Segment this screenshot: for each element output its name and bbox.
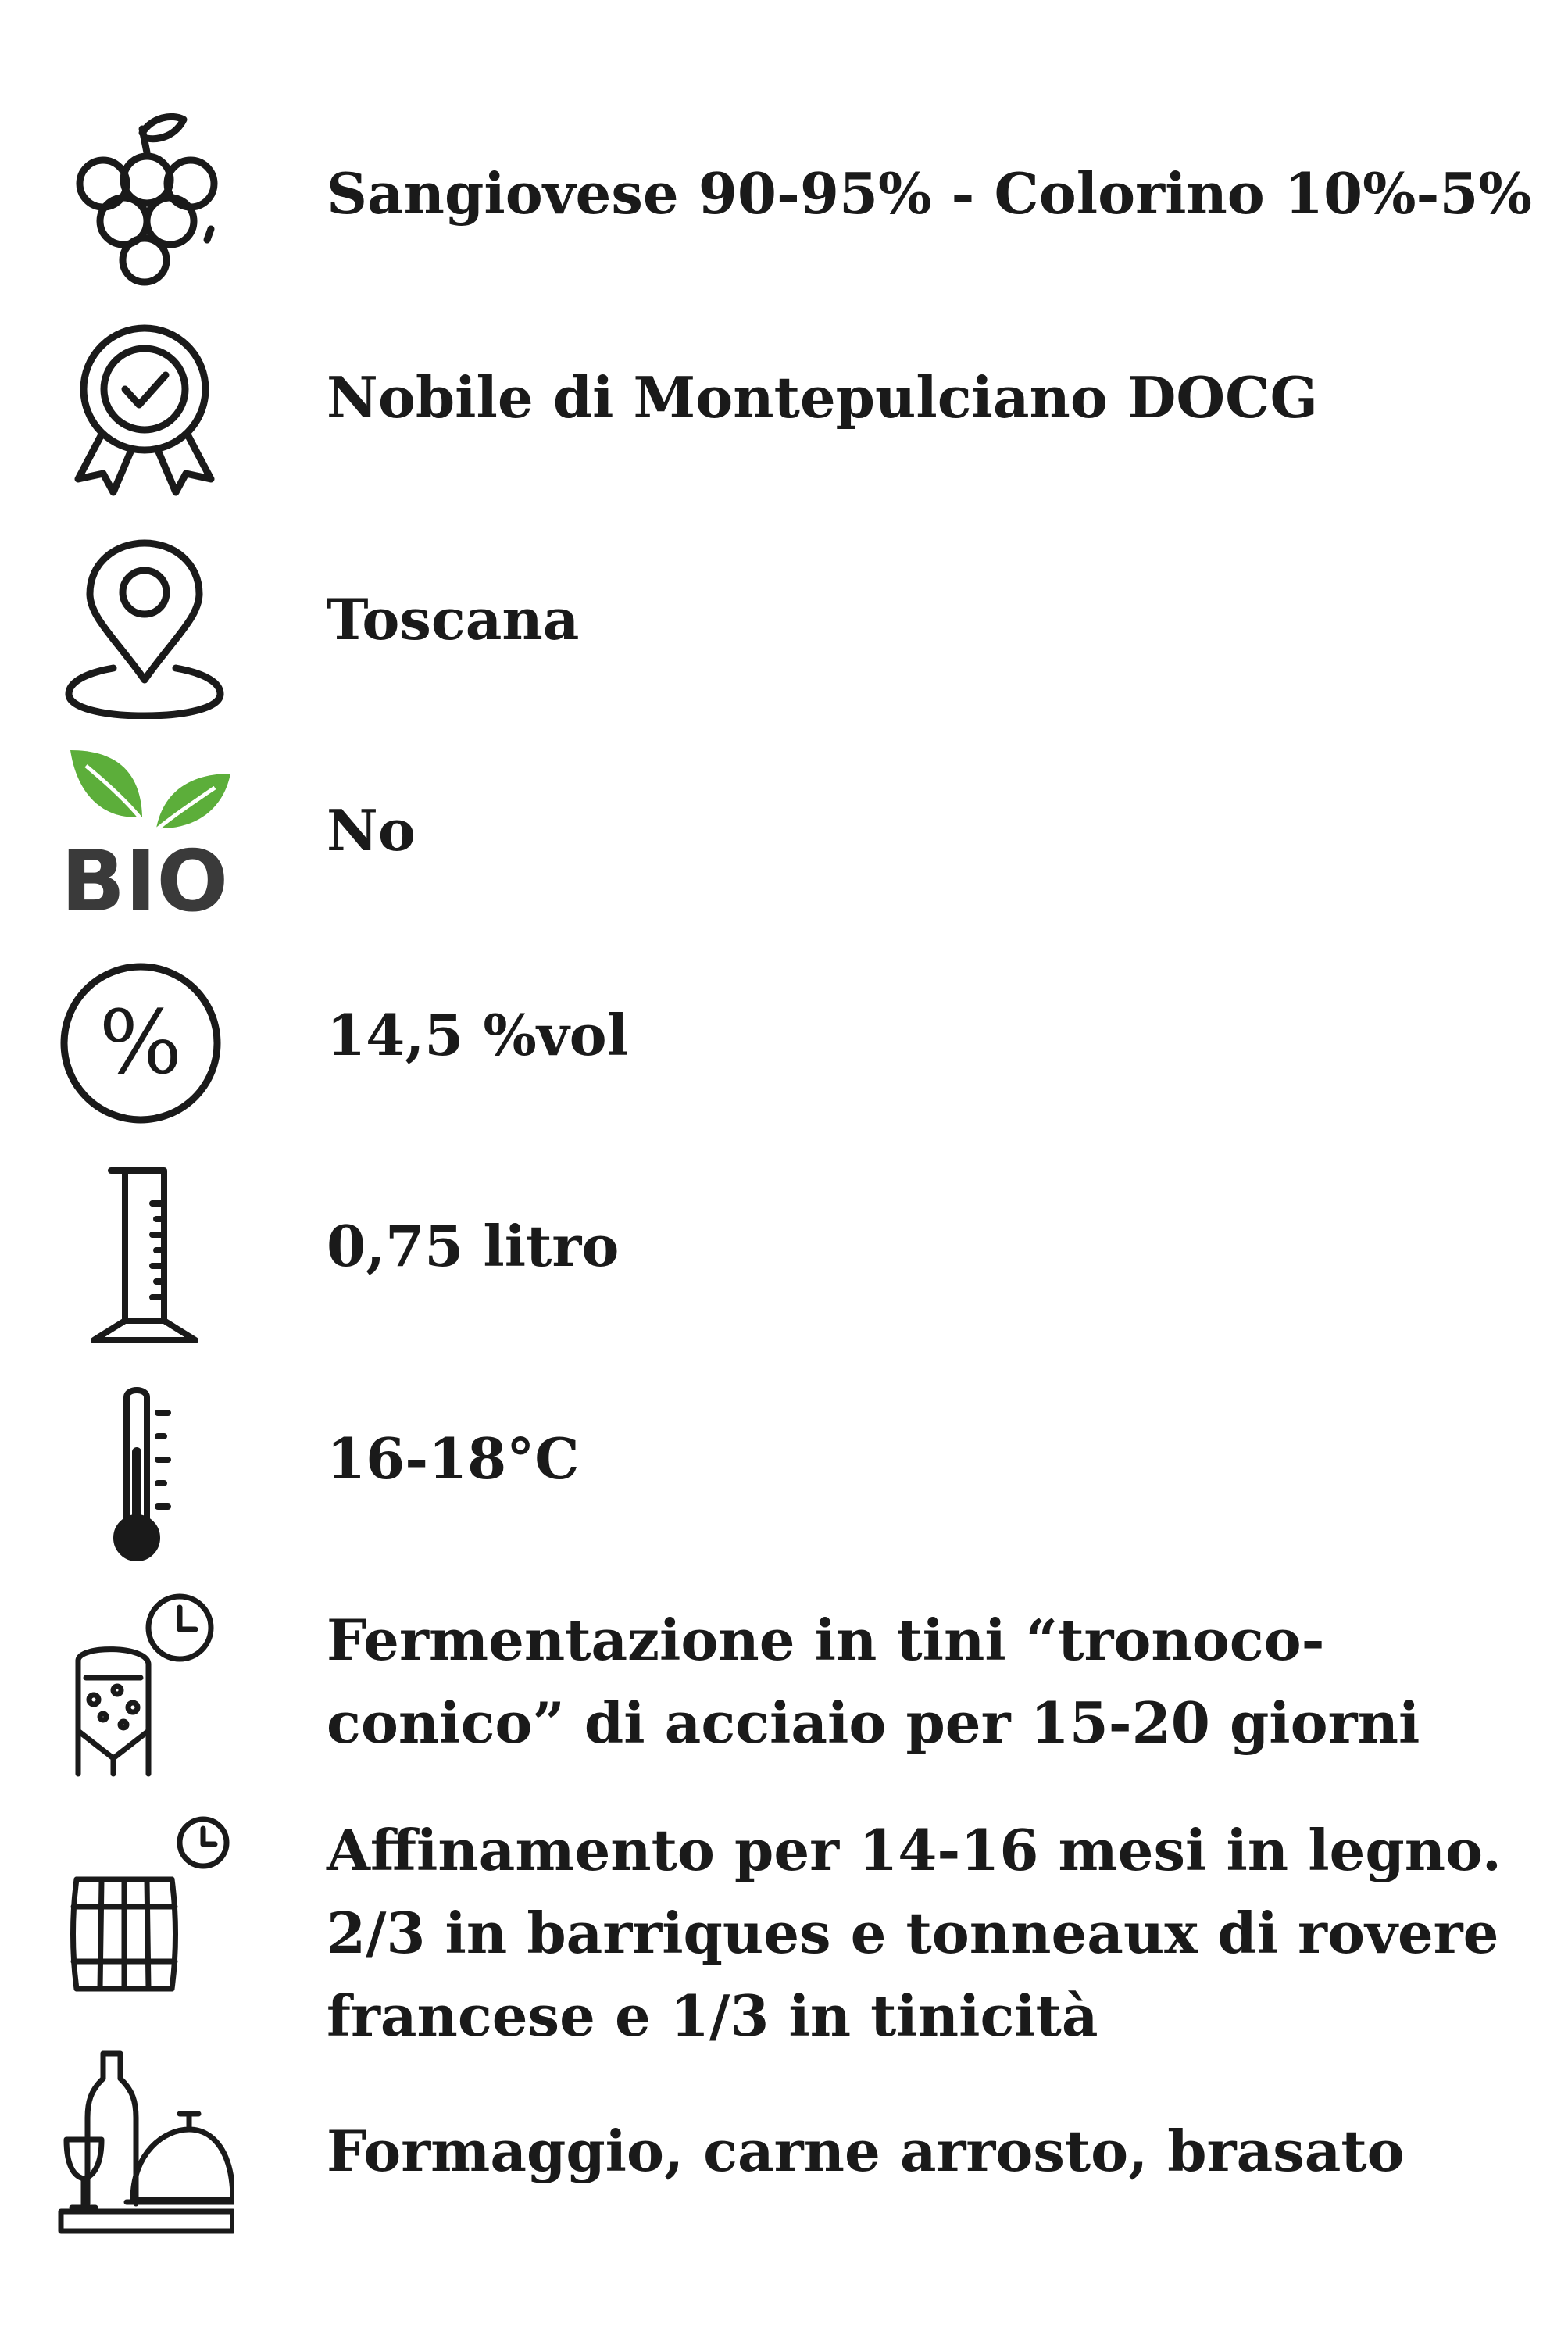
bio-leaf-icon bbox=[55, 742, 234, 918]
svg-text:BIO: BIO bbox=[60, 833, 229, 918]
denomination-text: Nobile di Montepulciano DOCG bbox=[327, 364, 1318, 431]
alcohol-text: 14,5 %vol bbox=[327, 1002, 629, 1068]
aging-text: Affinamento per 14-16 mesi in legno. 2/3 in barriques e tonneaux di rovere francese e 1/3 in tinicità bbox=[327, 1817, 1502, 2049]
barrel-clock-icon bbox=[55, 1805, 234, 2000]
svg-text:%: % bbox=[98, 992, 183, 1094]
serving-temperature-text: 16-18°C bbox=[327, 1425, 580, 1492]
location-pin-icon bbox=[55, 539, 234, 719]
grape-variety-text: Sangiovese 90-95% - Colorino 10%-5% bbox=[327, 160, 1532, 227]
organic-text: No bbox=[327, 797, 416, 863]
region-text: Toscana bbox=[327, 586, 580, 652]
measuring-cylinder-icon bbox=[55, 1164, 234, 1344]
award-badge-icon bbox=[55, 319, 234, 499]
thermometer-icon bbox=[55, 1382, 234, 1563]
grapes-icon bbox=[55, 105, 234, 293]
food-pairing-text: Formaggio, carne arrosto, brasato bbox=[327, 2118, 1405, 2184]
percent-icon bbox=[55, 957, 234, 1129]
volume-text: 0,75 litro bbox=[327, 1213, 620, 1279]
fermentation-tank-clock-icon bbox=[55, 1590, 234, 1778]
food-pairing-icon bbox=[55, 2047, 234, 2235]
fermentation-text: Fermentazione in tini “tronoco- conico” di acciaio per 15-20 giorni bbox=[327, 1607, 1420, 1756]
